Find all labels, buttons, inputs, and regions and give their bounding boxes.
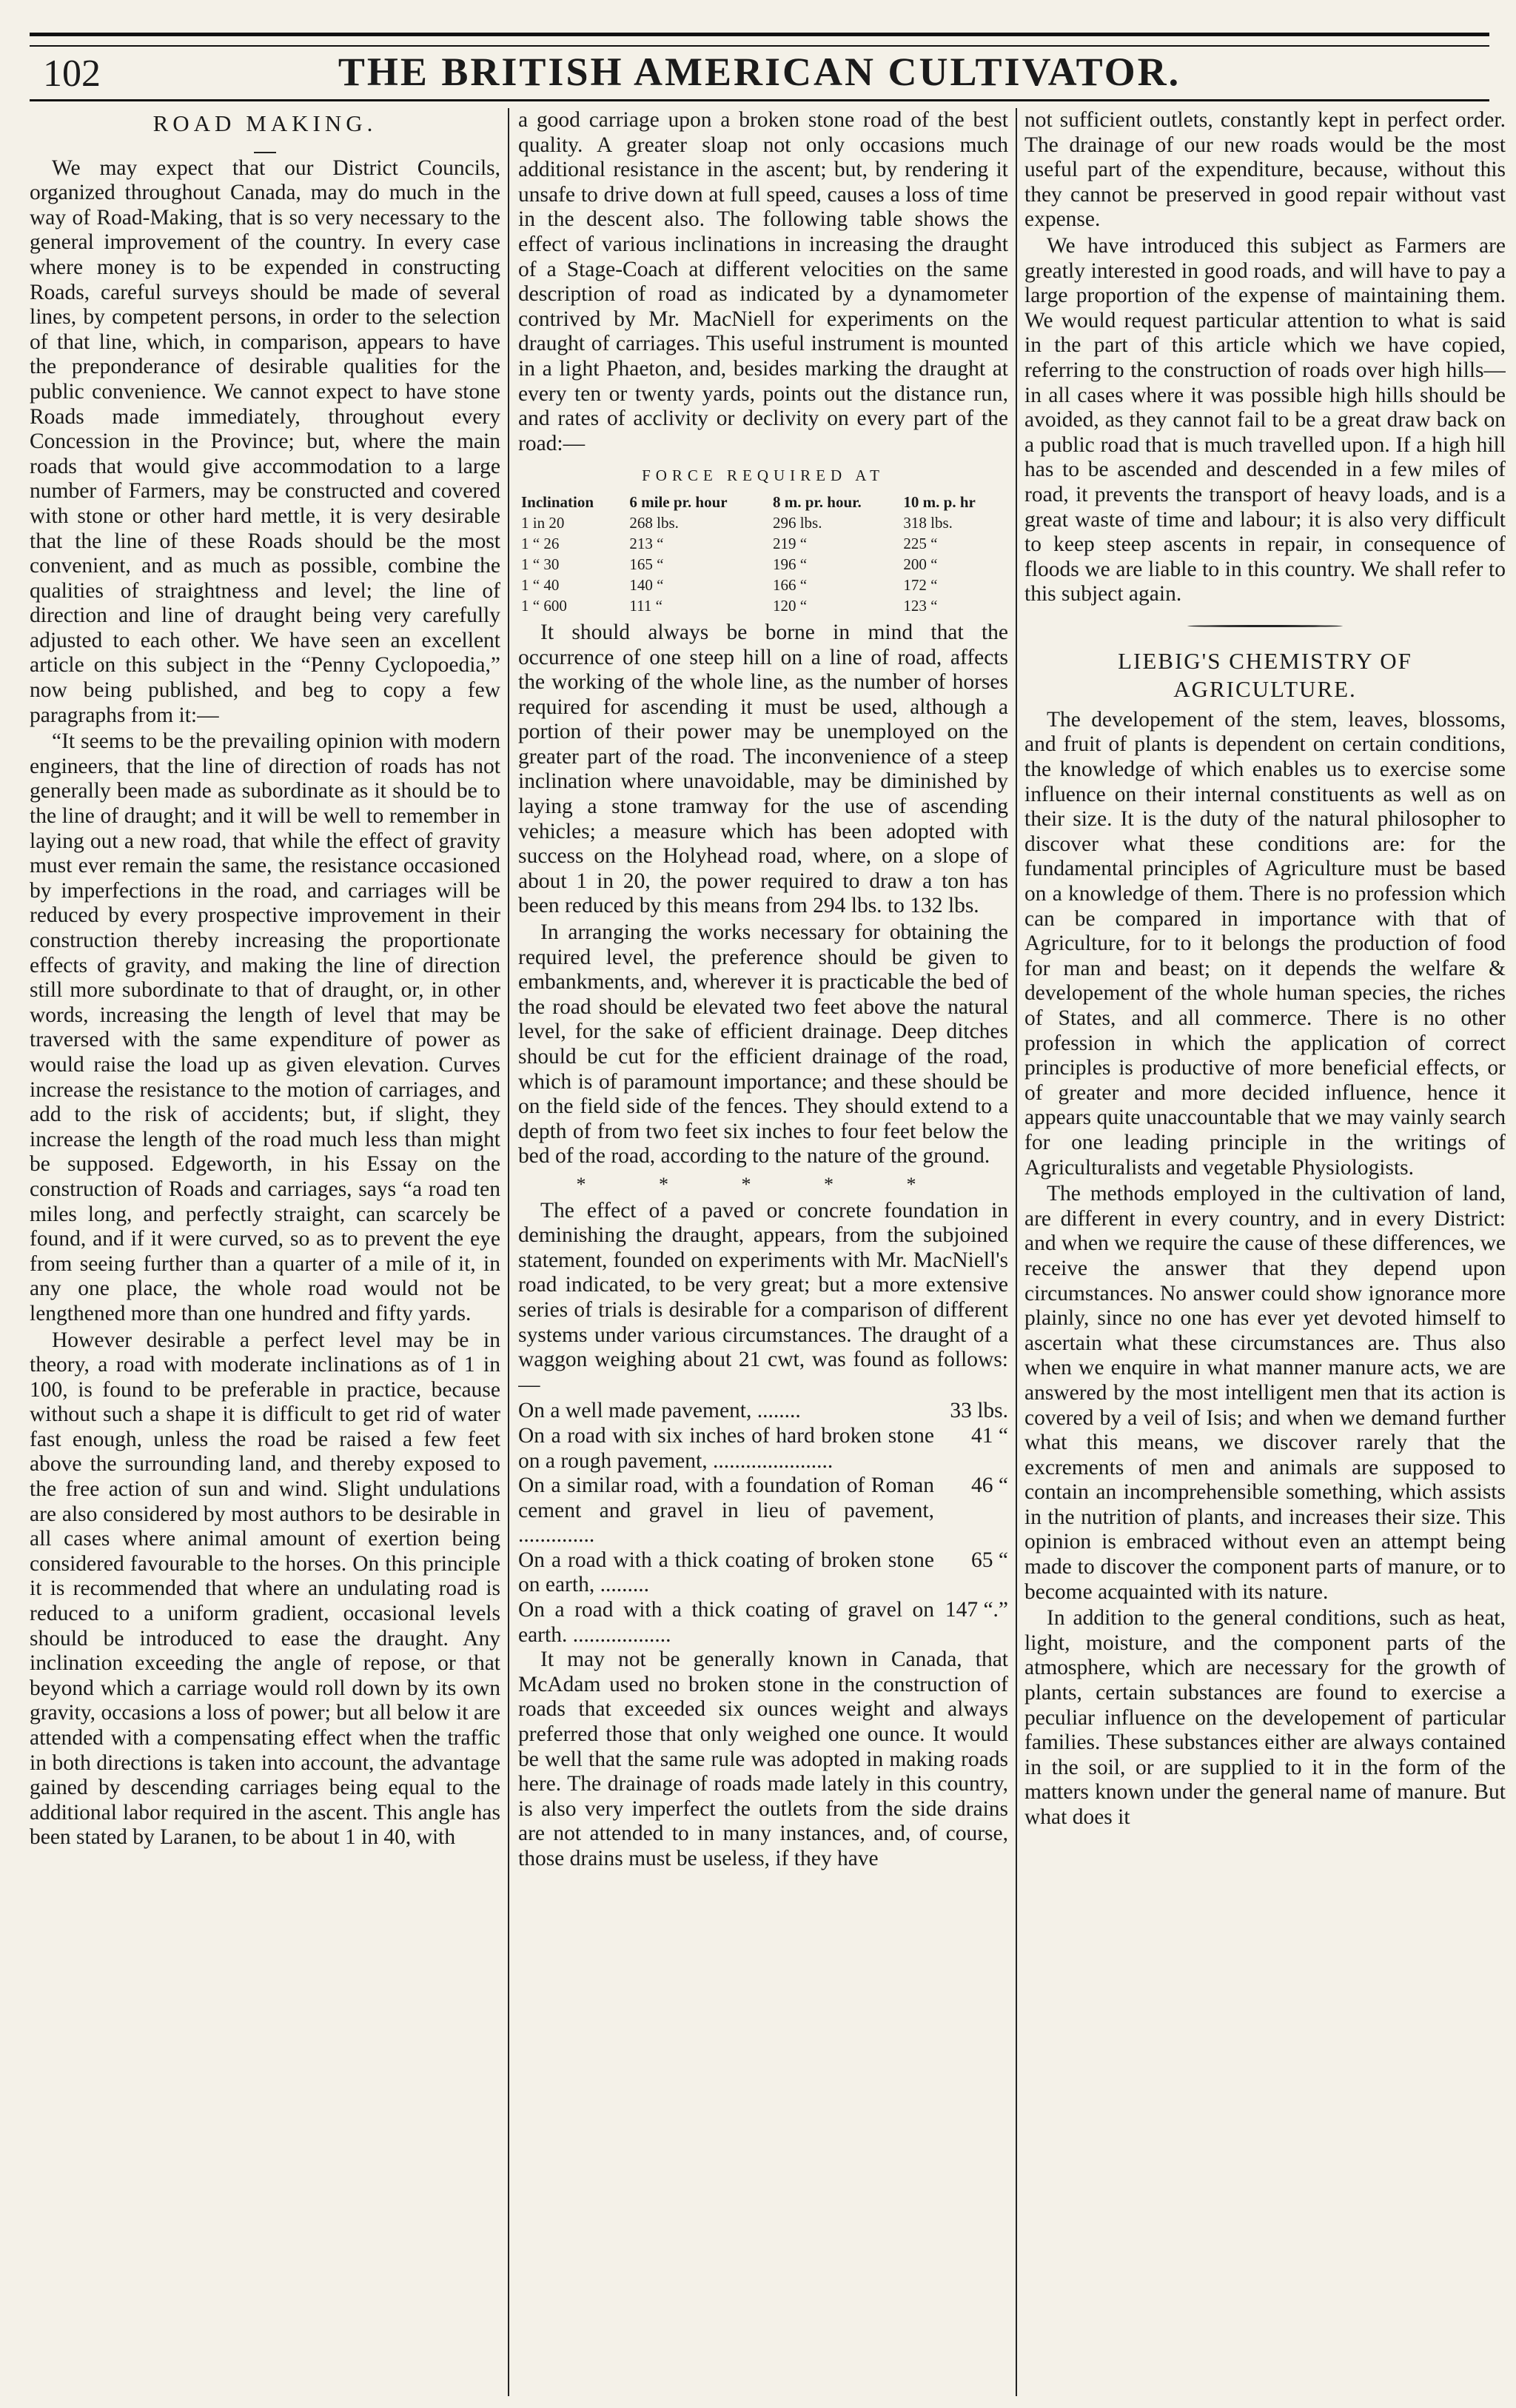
article-paragraph: not sufficient outlets, constantly kept in perfect order. The drainage of our new roads would be the most useful part of the expenditure, because, without this they cannot be preserved in good repair without vast expense. bbox=[1024, 108, 1506, 232]
table-row bbox=[518, 575, 1008, 595]
table-cell: 172 “ bbox=[903, 575, 938, 594]
table-cell: 196 “ bbox=[772, 555, 808, 573]
article-paragraph: The effect of a paved or concrete foundation in deminishing the draught, appears, from the subjoined statement, founded on experiments with Mr. MacNiell's road indicated, to be very great; but a more extensive series of trials is desirable for a comparison of different systems under various circumstances. The draught of a waggon weighing about 21 cwt, was found as follows:— bbox=[518, 1198, 1008, 1397]
table-cell: 1 in 20 bbox=[521, 513, 565, 532]
draught-result-value: 147 “.” bbox=[945, 1598, 1008, 1622]
force-table-header: 6 mile pr. hour bbox=[629, 492, 728, 511]
table-cell: 268 lbs. bbox=[629, 513, 679, 532]
article-paragraph: The methods employed in the cultivation of land, are different in every country, and in every District: and when we require the cause of these differences, we receive the answer that they depend upon circumstances. No answer could show ignorance more plainly, since no one has ever yet devoted himself to ascertain what these circumstances are. Thus also when we enquire in what manner manure acts, we are answered by the most intelligent men that its action is covered by a veil of Isis; and when we demand further what this means, we discover rarely that the excrements of men and animals are supposed to contain an incomprehensible something, which assists in the nutrition of plants, and increases their size. This opinion is embraced without even an attempt being made to discover the component parts of manure, or to become acquainted with its nature. bbox=[1024, 1182, 1506, 1604]
page-header bbox=[36, 47, 1483, 99]
draught-result-desc: On a similar road, with a foundation of Roman cement and gravel in lieu of pavement, .............. bbox=[518, 1474, 934, 1548]
column-3 bbox=[1024, 108, 1506, 2396]
table-cell: 318 lbs. bbox=[903, 513, 953, 532]
table-cell: 225 “ bbox=[903, 534, 938, 552]
draught-result-row bbox=[518, 1474, 1008, 1548]
table-cell: 120 “ bbox=[772, 596, 808, 615]
force-table bbox=[518, 492, 1008, 616]
table-cell: 213 “ bbox=[629, 534, 664, 552]
draught-result-desc: On a well made pavement, ........ bbox=[518, 1399, 801, 1423]
article-paragraph: a good carriage upon a broken stone road of the best quality. A greater sloap not only occasions much additional resistance in the ascent; but, by rendering it unsafe to drive down at full speed, causes a loss of time in the descent also. The following table shows the effect of various inclinations in increasing the draught of a Stage-Coach at different velocities on the same description of road as indicated by a dynamometer contrived by Mr. MacNiell for experiments on the draught of carriages. This useful instrument is mounted in a light Phaeton, and, besides marking the draught at every ten or twenty yards, points out the distance run, and rates of acclivity or declivity on every part of the road:— bbox=[518, 108, 1008, 455]
table-cell: 1 “ 600 bbox=[521, 596, 567, 615]
table-cell: 296 lbs. bbox=[772, 513, 822, 532]
article-paragraph: It should always be borne in mind that the occurrence of one steep hill on a line of road, affects the working of the whole line, as the number of horses required for ascending it must be used, although a portion of their power may be unemployed on the greater part of the road. The inconvenience of a steep inclination where unavoidable, may be diminished by laying a stone tramway for the use of ascending vehicles; a measure which has been adopted with success on the Holyhead road, where, on a slope of about 1 in 20, the power required to draw a ton has been reduced by this means from 294 lbs. to 132 lbs. bbox=[518, 620, 1008, 918]
column-divider bbox=[508, 108, 509, 2396]
header-rule bbox=[30, 99, 1489, 104]
article-paragraph: “It seems to be the prevailing opinion with modern engineers, that the line of direction of roads has not generally been made as subordinate as it should be to the line of draught; and it will be well to remember in laying out a new road, that while the effect of gravity must ever remain the same, the resistance occasioned by imperfections in the road, and carriages will be reduced by every prospective improvement in their construction thereby increasing the proportionate effects of gravity, and making the line of direction still more subordinate to that of draught, or, in other words, increasing the length of level that may be traversed with the same expenditure of power as would raise the load up as given elevation. Curves increase the resistance to the motion of carriages, and add to the risk of accidents; but, if slight, they increase the length of the road much less than might be supposed. Edgeworth, in his Essay on the construction of Roads and carriages, says “a road ten miles long, and perfectly straight, can scarcely be found, and if it were curved, so as to prevent the eye from seeing further than a quarter of a mile of it, in any one place, the whole road would not be lengthened more than one hundred and fifty yards. bbox=[30, 729, 500, 1325]
table-cell: 165 “ bbox=[629, 555, 664, 573]
newspaper-title: THE BRITISH AMERICAN CULTIVATOR. bbox=[338, 50, 1181, 94]
draught-result-row bbox=[518, 1399, 1008, 1424]
article-paragraph: It may not be generally known in Canada, that McAdam used no broken stone in the construction of roads that exceeded six ounces weight and always preferred those that only weighed one ounce. It would be well that the same rule was adopted in making roads here. The drainage of roads made lately in this country, is also very imperfect the outlets from the side drains are not attended to in many instances, and, of course, those drains must be useless, if they have bbox=[518, 1648, 1008, 1870]
column-1 bbox=[30, 108, 500, 2396]
article-heading-liebig: LIEBIG'S CHEMISTRY OF AGRICULTURE. bbox=[1118, 647, 1412, 702]
article-paragraph: In arranging the works necessary for obtaining the required level, the preference should be given to embankments, and, wherever it is practicable the bed of the road should be elevated two feet above the natural level, for the sake of efficient drainage. Deep ditches should be cut for the efficient drainage of the road, which is of paramount importance; and these should be on the field side of the fences. They should extend to a depth of from two feet six inches to four feet below the bed of the road, according to the nature of the ground. bbox=[518, 920, 1008, 1168]
column-2 bbox=[518, 108, 1008, 2396]
section-divider-flourish bbox=[1024, 619, 1506, 634]
table-cell: 1 “ 26 bbox=[521, 534, 560, 552]
draught-result-row bbox=[518, 1598, 1008, 1648]
draught-result-row bbox=[518, 1424, 1008, 1474]
table-cell: 111 “ bbox=[629, 596, 663, 615]
section-stars: * * * * * bbox=[576, 1173, 950, 1195]
table-row bbox=[518, 554, 1008, 575]
article-heading-road-making: ROAD MAKING. bbox=[152, 110, 378, 136]
draught-result-value: 41 “ bbox=[971, 1423, 1008, 1448]
draught-result-desc: On a road with a thick coating of broken stone on earth, ......... bbox=[518, 1548, 934, 1597]
table-row bbox=[518, 595, 1008, 616]
page-number: 102 bbox=[43, 53, 101, 95]
force-table-header: 10 m. p. hr bbox=[903, 492, 976, 511]
table-row bbox=[518, 512, 1008, 533]
table-cell: 140 “ bbox=[629, 575, 664, 594]
draught-result-value: 65 “ bbox=[971, 1548, 1008, 1572]
draught-result-row bbox=[518, 1548, 1008, 1598]
top-double-rule bbox=[30, 33, 1489, 47]
table-row bbox=[518, 533, 1008, 554]
article-paragraph: In addition to the general conditions, such as heat, light, moisture, and the component parts of the atmosphere, which are necessary for the growth of plants, certain substances are found to exercise a peculiar influence on the developement of particular families. These substances either are always contained in the soil, or are supplied to it in the form of the matters known under the general name of manure. But what does it bbox=[1024, 1606, 1506, 1829]
table-cell: 123 “ bbox=[903, 596, 938, 615]
draught-result-value: 46 “ bbox=[971, 1474, 1008, 1498]
table-cell: 1 “ 30 bbox=[521, 555, 560, 573]
draught-result-value: 33 lbs. bbox=[950, 1399, 1008, 1423]
table-cell: 219 “ bbox=[772, 534, 808, 552]
draught-result-desc: On a road with six inches of hard broken stone on a rough pavement, ...................... bbox=[518, 1423, 934, 1473]
table-cell: 200 “ bbox=[903, 555, 938, 573]
article-paragraph: The developement of the stem, leaves, blossoms, and fruit of plants is dependent on certain conditions, the knowledge of which enables us to exercise some influence on their internal constituents as well as on their size. It is the duty of the natural philosopher to discover what these conditions are: for the fundamental principles of Agriculture must be based on a knowledge of them. There is no profession which can be compared in importance with that of Agriculture, for to it belongs the production of food for man and beast; on it depends the welfare & developement of the whole human species, the riches of States, and all commerce. There is no other profession in which the application of correct principles is productive of more beneficial effects, or of greater and more decided influence, hence it appears quite unaccountable that we may vainly search for one leading principle in the writings of Agriculturalists and vegetable Physiologists. bbox=[1024, 707, 1506, 1180]
table-cell: 1 “ 40 bbox=[521, 575, 560, 594]
article-paragraph: We have introduced this subject as Farmers are greatly interested in good roads, and will have to pay a large proportion of the expense of maintaining them. We would request particular attention to what is said in the part of this article which we have copied, referring to the construction of roads over high hills—in all cases where it was possible high hills should be avoided, as they cannot fail to be a great draw back on a public road that is much travelled upon. If a high hill has to be ascended and descended in a few miles of road, it prevents the transport of heavy loads, and is a great waste of time and labour; it is also very difficult to keep steep ascents in repair, in consequence of floods we are liable to in this country. We shall refer to this subject again. bbox=[1024, 233, 1506, 606]
column-divider bbox=[1016, 108, 1017, 2396]
draught-result-desc: On a road with a thick coating of gravel on earth. .................. bbox=[518, 1598, 934, 1647]
heading-dash bbox=[30, 141, 500, 153]
force-table-header: 8 m. pr. hour. bbox=[772, 492, 862, 511]
table-cell: 166 “ bbox=[772, 575, 808, 594]
force-table-title: FORCE REQUIRED AT bbox=[642, 466, 885, 485]
article-paragraph: We may expect that our District Councils, organized throughout Canada, may do much in the way of Road-Making, that is so very necessary to the general improvement of the country. In every case where money is to be expended in constructing Roads, careful surveys should be made of several lines, by competent persons, in order to the selection of that line, which, in comparison, appears to have the preponderance of desirable qualities for the public convenience. We cannot expect to have stone Roads made immediately, throughout every Concession in the Province; but, where the main roads that would give accommodation to a large number of Farmers, may be constructed and covered with stone or other hard mettle, it is very desirable that the line of these Roads should be the most convenient, and as much as possible, combine the qualities of straightness and level; the line of direction and line of draught being very carefully adjusted to each other. We have seen an excellent article on this subject in the “Penny Cyclopoedia,” now being published, and beg to copy a few paragraphs from it:— bbox=[30, 155, 500, 727]
article-paragraph: However desirable a perfect level may be in theory, a road with moderate inclinations as of 1 in 100, is found to be preferable in practice, because without such a shape it is difficult to get rid of water fast enough, unless the road be raised a few feet above the surrounding land, and thereby exposed to the free action of sun and wind. Slight undulations are also considered by most authors to be desirable in all cases where animal amount of exertion being considered favourable to the horses. On this principle it is recommended that where an undulating road is reduced to a uniform gradient, occasional levels should be introduced to ease the draught. Any inclination exceeding the angle of repose, or that beyond which a carriage would roll down by its own gravity, occasions a loss of power; but all below it are attended with a compensating effect when the traffic in both directions is taken into account, the advantage gained by descending carriages being equal to the additional labor required in the ascent. This angle has been stated by Laranen, to be about 1 in 40, with bbox=[30, 1328, 500, 1850]
force-table-header-row bbox=[518, 492, 1008, 512]
force-table-header: Inclination bbox=[521, 492, 594, 511]
